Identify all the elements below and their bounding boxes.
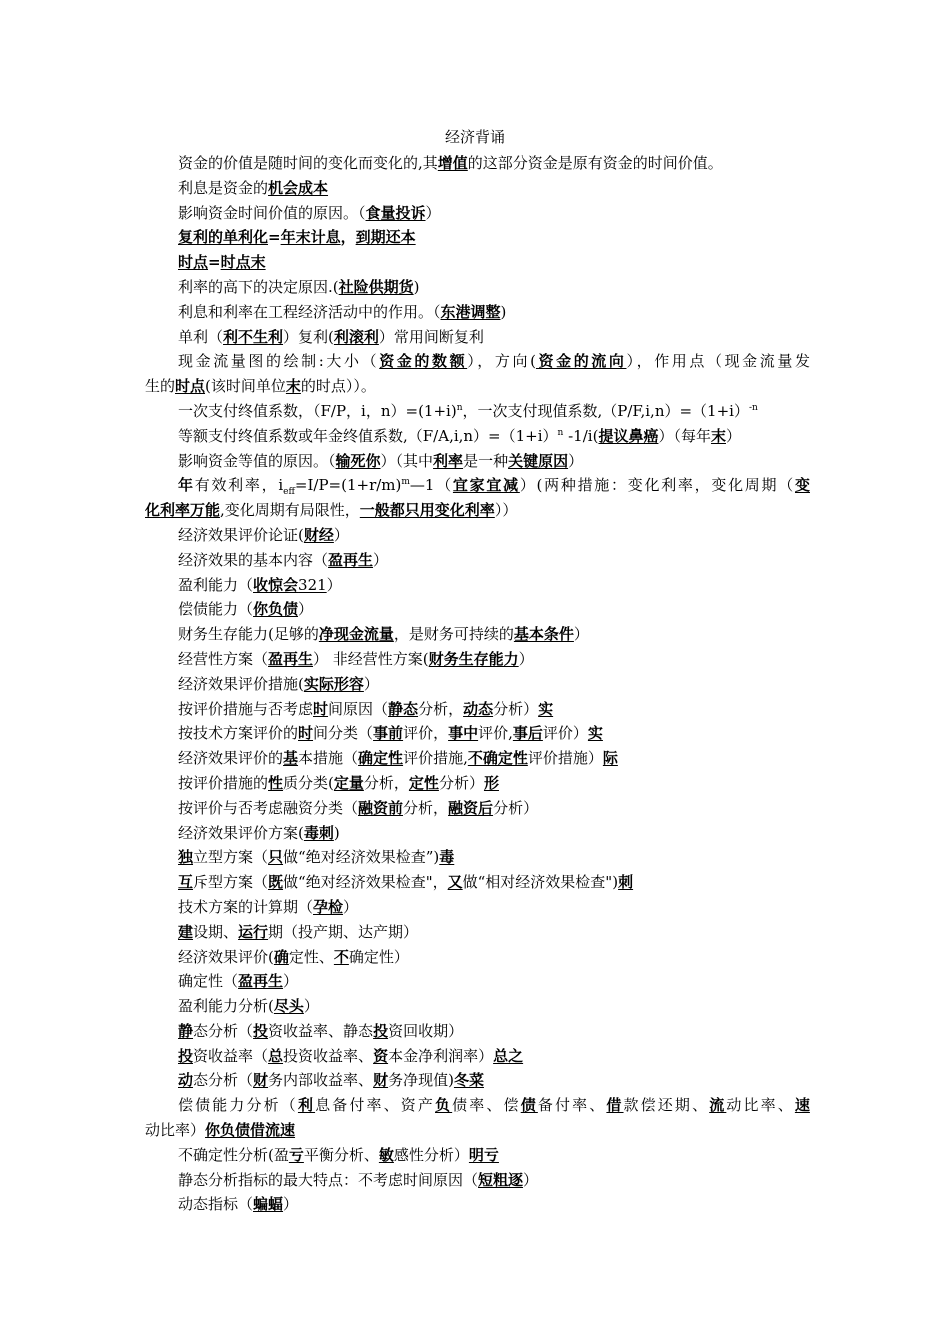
- superscript: -n: [748, 402, 758, 413]
- text-span: ）: [333, 525, 349, 544]
- text-span: 期（投产期、达产期）: [268, 922, 419, 941]
- emphasis-text: 既: [268, 873, 284, 892]
- emphasis-text: 资金的流向: [535, 352, 627, 371]
- text-line: [145, 920, 810, 945]
- text-span: ): [333, 823, 340, 842]
- text-span: 动比率、: [726, 1096, 795, 1115]
- text-span: 债率、偿: [452, 1096, 521, 1115]
- text-span: 平衡分析、: [303, 1145, 379, 1164]
- emphasis-text: 机会成本: [268, 178, 329, 197]
- text-span: ）(两种措施：变化利率，变化周期（: [519, 476, 795, 495]
- text-span: 评价措施,: [403, 749, 468, 768]
- emphasis-text: 不确定性: [467, 749, 528, 768]
- emphasis-text: 债: [520, 1096, 538, 1115]
- text-line: [145, 1068, 810, 1093]
- emphasis-text: 融资后: [448, 798, 494, 817]
- emphasis-text: =: [208, 253, 221, 272]
- emphasis-text: 事中: [448, 724, 479, 743]
- text-span: ）: [343, 897, 359, 916]
- text-span: 影响资金等值的原因。（: [178, 451, 336, 470]
- text-span: 确定性（: [178, 972, 239, 991]
- text-line: [145, 895, 810, 920]
- emphasis-text: 借: [606, 1096, 624, 1115]
- emphasis-text: 总: [268, 1046, 284, 1065]
- emphasis-text: 毒: [439, 848, 455, 867]
- emphasis-text: 定性: [408, 773, 439, 792]
- text-span: 经济效果的基本内容（: [178, 550, 329, 569]
- text-span: ）（其中: [380, 451, 434, 470]
- text-span: 资金的价值是随时间的变化而变化的,其: [178, 154, 438, 172]
- emphasis-text: 末: [285, 377, 301, 396]
- emphasis-text: 际: [602, 749, 618, 768]
- text-line: [145, 969, 810, 994]
- emphasis-text: 财经: [303, 525, 334, 544]
- emphasis-text: 总之: [493, 1046, 524, 1065]
- text-span: ）: [303, 997, 319, 1016]
- emphasis-text: 变: [794, 476, 810, 495]
- text-line: [145, 994, 810, 1019]
- emphasis-text: 投: [253, 1021, 269, 1040]
- emphasis-text: 财务生存能力: [428, 649, 519, 668]
- text-span: ），方向(: [467, 352, 536, 371]
- text-span: 评价措施）: [527, 749, 603, 768]
- text-line: [145, 870, 810, 895]
- emphasis-text: 投: [373, 1021, 389, 1040]
- text-span: ） 非经营性方案(: [313, 649, 429, 668]
- text-span: ）: [725, 426, 741, 445]
- text-span: 备付率、: [537, 1096, 607, 1115]
- text-line: [145, 548, 810, 573]
- text-span: 技术方案的计算期（: [178, 897, 314, 916]
- text-span: 息备付率、资产: [315, 1096, 436, 1115]
- emphasis-text: 年末计息: [280, 228, 341, 247]
- text-span: 现金流量图的绘制:大小（: [178, 352, 380, 371]
- text-line: [145, 945, 810, 970]
- text-line: [145, 225, 810, 250]
- emphasis-text: 基: [283, 749, 299, 768]
- text-span: 分析，: [363, 773, 409, 792]
- text-span: 分析）: [493, 699, 539, 718]
- text-line: [145, 250, 810, 275]
- text-span: 是一种: [463, 451, 509, 470]
- text-span: 不确定性分析(盈: [178, 1145, 289, 1164]
- text-span: 评价，: [403, 724, 449, 743]
- text-line: [145, 796, 810, 821]
- emphasis-text: 社险供期货: [338, 277, 414, 296]
- emphasis-text: 利不生利: [223, 327, 284, 346]
- emphasis-text: 你负债: [253, 600, 299, 619]
- text-span: =I/P=(1+r/m): [294, 476, 402, 495]
- text-span: 做“绝对经济效果检查”): [283, 848, 440, 867]
- text-span: 影响资金时间价值的原因。（: [178, 203, 366, 222]
- text-span: 动比率）: [145, 1121, 206, 1140]
- text-line: [145, 622, 810, 647]
- text-span: ）: [283, 1195, 299, 1214]
- text-line: [145, 1019, 810, 1044]
- emphasis-text: 财: [253, 1071, 269, 1090]
- superscript: n: [456, 402, 463, 413]
- text-line: [145, 1118, 810, 1143]
- text-span: 的这部分资金是原有资金的时间价值。: [467, 154, 723, 172]
- text-span: 间原因（: [328, 699, 389, 718]
- text-span: 利息和利率在工程经济活动中的作用。（: [178, 302, 441, 321]
- emphasis-text: 基本条件: [513, 625, 574, 644]
- emphasis-text: 形: [483, 773, 499, 792]
- text-span: 本金净利润率）: [388, 1046, 494, 1065]
- text-line: [145, 1168, 810, 1193]
- text-span: ）: [568, 451, 584, 470]
- text-line: [145, 1044, 810, 1069]
- text-span: 质分类(: [283, 773, 334, 792]
- text-span: 静态分析指标的最大特点：不考虑时间原因（: [178, 1170, 479, 1189]
- emphasis-text: 融资前: [358, 798, 404, 817]
- emphasis-text: 短粗逐: [478, 1170, 524, 1189]
- emphasis-text: 盈再生: [268, 649, 314, 668]
- text-span: 分析）: [438, 773, 484, 792]
- text-span: 经济效果评价措施(: [178, 674, 304, 693]
- emphasis-text: 复利的单利化: [178, 228, 269, 247]
- text-span: 经济效果评价的: [178, 749, 284, 768]
- emphasis-text: 利: [297, 1096, 316, 1115]
- text-span: ，是财务可持续的: [393, 625, 514, 644]
- emphasis-text: 资金的数额: [379, 352, 468, 371]
- emphasis-text: 资: [373, 1046, 389, 1065]
- emphasis-text: 尽头: [273, 997, 304, 1016]
- emphasis-text: 财: [373, 1071, 389, 1090]
- text-span: 资回收期）: [388, 1021, 464, 1040]
- emphasis-text: 增值: [437, 154, 468, 172]
- text-span: 按技术方案评价的: [178, 724, 299, 743]
- text-span: 评价）: [542, 724, 588, 743]
- emphasis-text: 你负债借流速: [205, 1121, 296, 1140]
- text-span: 321: [298, 575, 327, 594]
- text-line: [145, 349, 810, 374]
- document-title: 经济背诵: [444, 128, 505, 146]
- emphasis-text: 敏: [378, 1145, 394, 1164]
- text-line: [145, 1192, 810, 1217]
- emphasis-text: 盈再生: [328, 550, 374, 569]
- emphasis-text: 建: [178, 922, 194, 941]
- text-line: [145, 647, 810, 672]
- emphasis-text: 实: [587, 724, 603, 743]
- text-span: 投资收益率、: [283, 1046, 374, 1065]
- emphasis-text: 时: [313, 699, 329, 718]
- text-span: 财务生存能力(足够的: [178, 625, 319, 644]
- emphasis-text: 盈再生: [238, 972, 284, 991]
- text-span: 偿债能力分析（: [178, 1096, 298, 1115]
- text-span: ），作用点（现金流量发: [626, 352, 810, 371]
- text-span: 按评价措施的: [178, 773, 269, 792]
- text-span: ））: [494, 501, 518, 520]
- text-line: [145, 300, 810, 325]
- emphasis-text: 确定性: [358, 749, 404, 768]
- text-span: 资收益率（: [193, 1046, 269, 1065]
- text-line: [145, 449, 810, 474]
- emphasis-text: 实: [538, 699, 554, 718]
- text-line: [145, 275, 810, 300]
- text-span: 斥型方案（: [193, 873, 269, 892]
- text-span: 定性、: [288, 947, 334, 966]
- emphasis-text: 收惊会: [253, 575, 299, 594]
- emphasis-text: 年: [178, 476, 195, 495]
- text-span: 评价,: [478, 724, 513, 743]
- document-body: [145, 151, 810, 1217]
- superscript: m: [401, 477, 410, 488]
- emphasis-text: 利率: [433, 451, 464, 470]
- text-line: [145, 498, 810, 523]
- text-line: [145, 597, 810, 622]
- text-span: 单利（: [178, 327, 224, 346]
- text-span: 立型方案（: [193, 848, 269, 867]
- text-span: 设期、: [193, 922, 239, 941]
- text-line: [145, 201, 810, 226]
- text-span: 做“绝对经济效果检查"，: [283, 873, 448, 892]
- emphasis-text: 亏: [288, 1145, 304, 1164]
- text-span: 分析）: [493, 798, 539, 817]
- text-span: ）: [523, 1170, 539, 1189]
- text-line: [145, 771, 810, 796]
- text-line: [145, 176, 810, 201]
- text-span: ）常用间断复利: [378, 327, 484, 346]
- emphasis-text: 东港调整: [440, 302, 501, 321]
- text-span: 态分析（: [193, 1071, 254, 1090]
- text-span: -1/i(: [563, 426, 599, 445]
- emphasis-text: 刺: [618, 873, 634, 892]
- emphasis-text: 蝙蝠: [253, 1195, 284, 1214]
- emphasis-text: 化利率万能: [145, 501, 221, 520]
- text-span: 经济效果评价方案(: [178, 823, 304, 842]
- emphasis-text: 末: [710, 426, 726, 445]
- text-span: 间分类（: [313, 724, 374, 743]
- text-span: 按评价措施与否考虑: [178, 699, 314, 718]
- text-span: ）: [298, 600, 314, 619]
- text-line: [145, 697, 810, 722]
- emphasis-text: 孕检: [313, 897, 344, 916]
- text-span: ）: [425, 203, 441, 222]
- text-span: 本措施（: [298, 749, 359, 768]
- text-span: 款偿还期、: [623, 1096, 710, 1115]
- emphasis-text: 净现金流量: [318, 625, 394, 644]
- text-span: 利息是资金的: [178, 178, 269, 197]
- text-span: 按评价与否考虑融资分类（: [178, 798, 359, 817]
- emphasis-text: 性: [268, 773, 284, 792]
- text-line: [145, 1143, 810, 1168]
- emphasis-text: 只: [268, 848, 284, 867]
- text-span: ，一次支付现值系数,（P/F,i,n）=（1+i）: [462, 401, 749, 420]
- text-span: 分析，: [403, 798, 449, 817]
- emphasis-text: 时点末: [220, 253, 266, 272]
- emphasis-text: ，: [340, 228, 356, 247]
- text-line: [145, 374, 810, 399]
- text-span: 盈利能力（: [178, 575, 254, 594]
- emphasis-text: 运行: [238, 922, 269, 941]
- text-line: [145, 325, 810, 350]
- text-line: [145, 399, 810, 424]
- text-span: 务内部收益率、: [268, 1071, 374, 1090]
- emphasis-text: 速: [794, 1096, 810, 1115]
- text-span: ）: [518, 649, 534, 668]
- text-line: [145, 1093, 810, 1118]
- text-span: ）: [573, 625, 589, 644]
- text-span: —1（: [409, 476, 453, 495]
- text-line: [145, 151, 810, 176]
- text-line: [145, 721, 810, 746]
- text-span: 有效利率，i: [194, 476, 284, 495]
- emphasis-text: 时点: [178, 253, 209, 272]
- emphasis-text: 提议鼻癌: [598, 426, 659, 445]
- emphasis-text: 关键原因: [508, 451, 569, 470]
- text-span: ）（每年: [658, 426, 711, 445]
- emphasis-text: 动: [178, 1071, 194, 1090]
- text-span: 经济效果评价(: [178, 947, 274, 966]
- superscript: n: [557, 427, 564, 438]
- text-span: 确定性）: [348, 947, 409, 966]
- emphasis-text: 动态: [463, 699, 494, 718]
- text-span: 感性分析）: [393, 1145, 469, 1164]
- emphasis-text: 利滚利: [333, 327, 379, 346]
- text-span: 偿债能力（: [178, 600, 254, 619]
- text-line: [145, 523, 810, 548]
- emphasis-text: 宜家宜减: [452, 476, 520, 495]
- subscript: eff: [283, 487, 295, 498]
- text-span: 态分析（: [193, 1021, 254, 1040]
- text-line: [145, 424, 810, 449]
- text-span: 一次支付终值系数，（F/P，i，n）=(1+i): [178, 401, 457, 420]
- text-line: [145, 473, 810, 498]
- text-span: 盈利能力分析(: [178, 997, 274, 1016]
- emphasis-text: 独: [178, 848, 194, 867]
- text-line: [145, 845, 810, 870]
- text-line: [145, 573, 810, 598]
- emphasis-text: 投: [178, 1046, 194, 1065]
- emphasis-text: 一般都只用变化利率: [359, 501, 495, 520]
- emphasis-text: 负: [435, 1096, 453, 1115]
- text-span: ): [413, 277, 420, 296]
- emphasis-text: 食量投诉: [365, 203, 426, 222]
- emphasis-text: 确: [273, 947, 289, 966]
- text-span: ）复利(: [283, 327, 334, 346]
- emphasis-text: 到期还本: [355, 228, 416, 247]
- emphasis-text: 事后: [512, 724, 543, 743]
- emphasis-text: 输死你: [335, 451, 381, 470]
- emphasis-text: 静态: [388, 699, 419, 718]
- emphasis-text: 定量: [333, 773, 364, 792]
- emphasis-text: =: [268, 228, 281, 247]
- text-line: [145, 672, 810, 697]
- text-span: ): [500, 302, 507, 321]
- emphasis-text: 互: [178, 873, 194, 892]
- emphasis-text: 明亏: [468, 1145, 499, 1164]
- emphasis-text: 静: [178, 1021, 194, 1040]
- text-span: 做“相对经济效果检查"): [462, 873, 619, 892]
- text-span: 分析，: [418, 699, 464, 718]
- emphasis-text: 冬菜: [453, 1071, 484, 1090]
- text-span: 生的: [145, 377, 176, 396]
- text-span: 的时点））。: [300, 377, 376, 396]
- text-span: 务净现值): [388, 1071, 454, 1090]
- text-span: ）: [363, 674, 379, 693]
- text-line: [145, 746, 810, 771]
- text-line: [145, 821, 810, 846]
- emphasis-text: 毒刺: [303, 823, 334, 842]
- text-span: 经济效果评价论证(: [178, 525, 304, 544]
- text-span: 经营性方案（: [178, 649, 269, 668]
- text-span: 动态指标（: [178, 1195, 254, 1214]
- text-span: (该时间单位: [205, 377, 286, 396]
- text-span: 等额支付终值系数或年金终值系数,（F/A,i,n）=（1+i）: [178, 426, 558, 445]
- text-span: ）: [283, 972, 299, 991]
- emphasis-text: 又: [447, 873, 463, 892]
- text-span: ）: [373, 550, 389, 569]
- text-span: 资收益率、静态: [268, 1021, 374, 1040]
- emphasis-text: 时点: [175, 377, 206, 396]
- emphasis-text: 流: [709, 1096, 727, 1115]
- emphasis-text: 实际形容: [303, 674, 364, 693]
- emphasis-text: 不: [333, 947, 349, 966]
- emphasis-text: 时: [298, 724, 314, 743]
- text-span: ,变化周期有局限性，: [220, 501, 360, 520]
- text-span: ）: [326, 575, 342, 594]
- emphasis-text: 事前: [373, 724, 404, 743]
- text-span: 利率的高下的决定原因.(: [178, 277, 339, 296]
